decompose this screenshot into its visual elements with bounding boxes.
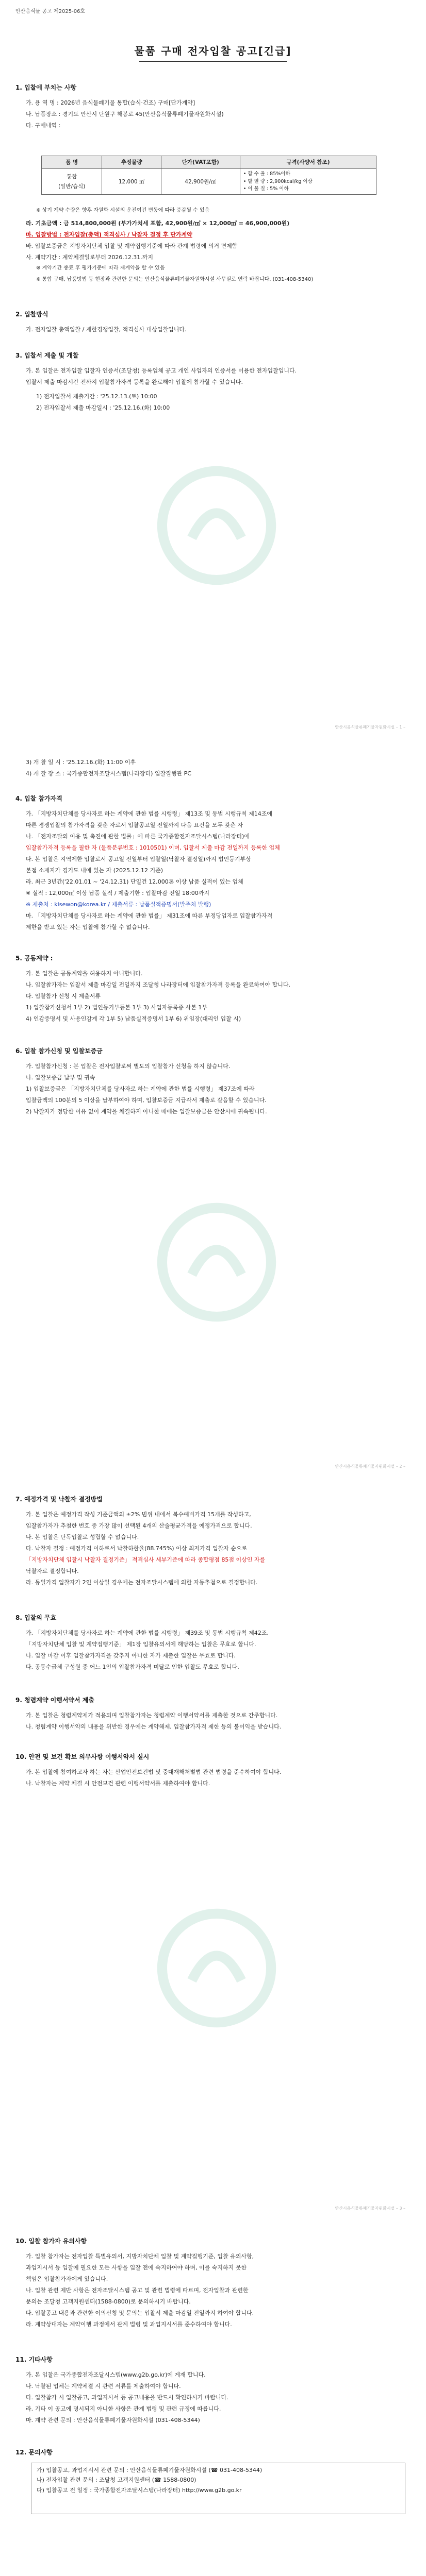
title-underline — [139, 61, 287, 62]
s4-line-1: 가. 「지방자치단체를 당사자로 하는 계약에 관한 법률 시행령」 제13조 및 동법 시행규칙 제14조에 — [26, 810, 272, 817]
s7-line-2: 입찰참가자가 추첨한 번호 중 가장 많이 선택된 4개의 산술평균가격을 예정가격으로 합니다. — [26, 1522, 252, 1529]
s11-line-6: 다. 입찰공고 내용과 관련한 이의신청 및 문의는 입찰서 제출 마감일 전일까지 하여야 합니다. — [26, 2310, 254, 2316]
s5-line-5: 4) 인감증명서 및 사용인감계 각 1부 5) 납품실적증명서 1부 6) 위임장(대리인 입찰 시) — [26, 1015, 241, 1022]
s1-base-amount: 라. 기초금액 : 금 514,800,000원 (부가가치세 포함, 42,900원/㎥ × 12,000㎥ = 46,900,000원) — [26, 220, 290, 227]
s3-line-2: 입찰서 제출 마감시간 전까지 입찰참가자격 등록을 완료해야 입찰에 참가할 수 있습니다. — [26, 379, 243, 385]
s6-line-4: 입찰금액의 100분의 5 이상을 납부하여야 하며, 입찰보증금 지급각서 제출로 갈음할 수 있습니다. — [26, 1097, 267, 1104]
document-number: 안산음식물 공고 제2025-06호 — [15, 9, 86, 14]
s1-note-contact: ※ 통합 구매, 납품방법 등 현장과 관련한 문의는 안산음식물류폐기물자원화시설 사무실로 연락 바랍니다. (031-408-5340) — [36, 277, 314, 282]
s1-bid-bond: 바. 입찰보증금은 지방자치단체 입찰 및 계약집행기준에 따라 관계 법령에 의거 면제함 — [26, 243, 238, 249]
s1-contract-period: 사. 계약기간 : 계약체결일로부터 2026.12.31.까지 — [26, 254, 154, 261]
spec-head-quantity: 추정물량 — [102, 156, 161, 169]
section-10-heading: 10. 안전 및 보건 확보 의무사항 이행서약서 실시 — [15, 1753, 150, 1760]
spec-cell-item: 통합 (일반/습식) — [42, 169, 102, 195]
s10-line-1: 가. 본 입찰에 참여하고자 하는 자는 산업안전보건법 및 중대재해처벌법 관련 법령을 준수하여야 합니다. — [26, 1769, 282, 1775]
s11-line-1: 가. 입찰 참가자는 전자입찰 특별유의서, 지방자치단체 입찰 및 계약집행기준, 입찰 유의사항, — [26, 2253, 254, 2260]
s4-line-2: 따른 경쟁입찰의 참가자격을 갖춘 자로서 입찰공고일 전일까지 다음 요건을 모두 갖춘 자 — [26, 822, 243, 828]
s8-line-2: 「지방자치단체 입찰 및 계약집행기준」 제1장 입찰유의서에 해당하는 입찰은 무효로 합니다. — [26, 1641, 256, 1648]
s2-bid-type: 가. 전자입찰 총액입찰 / 제한경쟁입찰, 적격심사 대상입찰입니다. — [26, 326, 187, 333]
s8-line-3: 나. 입찰 마감 이후 입찰참가자격을 갖추지 아니한 자가 제출한 입찰은 무효로 합니다. — [26, 1652, 236, 1659]
section-5-heading: 5. 공동계약 : — [15, 955, 53, 962]
contact-line-2: 나) 전자입찰 관련 문의 : 조달청 고객지원센터 (☎ 1588-0800) — [37, 2477, 196, 2484]
s12-line-5: 마. 계약 관련 문의 : 안산음식물류폐기물자원화시설 (031-408-5344) — [26, 2417, 200, 2424]
s7-line-3: 나. 본 입찰은 단독입찰로 성립할 수 없습니다. — [26, 1534, 139, 1540]
section-3-heading: 3. 입찰서 제출 및 개찰 — [15, 352, 79, 359]
s12-line-3: 다. 입찰참가 시 입찰공고, 과업지시서 등 공고내용을 반드시 확인하시기 바랍니다. — [26, 2394, 228, 2401]
s4-line-8: ※ 실적 : 12,000㎥ 이상 납품 실적 / 제출기한 : 입찰마감 전일 18:00까지 — [26, 890, 210, 896]
s7-line-1: 가. 본 입찰은 예정가격 작성 기준금액의 ±2% 범위 내에서 복수예비가격 15개를 작성하고, — [26, 1511, 251, 1518]
s4-line-7: 라. 최근 3년간('22.01.01 ~ '24.12.31) 단일건 12,000톤 이상 납품 실적이 있는 업체 — [26, 878, 243, 885]
s7-line-6: 낙찰자로 결정합니다. — [26, 1568, 79, 1574]
s1-delivery-place: 나. 납품장소 : 경기도 안산시 단원구 해봉로 45(안산음식물류폐기물자원화시설) — [26, 111, 224, 117]
s3-opening-time: 3) 개 찰 일 시 : '25.12.16.(화) 11:00 이후 — [26, 759, 136, 766]
section-2-heading: 2. 입찰방식 — [15, 311, 48, 318]
s3-submit-start: 1) 전자입찰서 제출기간 : '25.12.13.(토) 10:00 — [36, 393, 157, 400]
section-8-heading: 8. 입찰의 무효 — [15, 1614, 57, 1621]
contact-box — [31, 2463, 405, 2514]
spec-head-spec: 규격(사양서 참조) — [240, 156, 376, 169]
s4-line-9: ※ 제출처 : kisewon@korea.kr / 제출서류 : 납품실적증명서(발주처 발행) — [26, 901, 211, 908]
s10-line-2: 나. 낙찰자는 계약 체결 시 안전보건 관련 이행서약서를 제출하여야 합니다. — [26, 1780, 210, 1787]
s9-line-1: 가. 본 입찰은 청렴계약제가 적용되며 입찰참가자는 청렴계약 이행서약서를 제출한 것으로 간주합니다. — [26, 1712, 278, 1719]
s11-line-2: 과업지시서 등 입찰에 필요한 모든 사항을 입찰 전에 숙지하여야 하며, 이를 숙지하지 못한 — [26, 2264, 247, 2271]
watermark-logo — [155, 464, 278, 587]
s12-line-4: 라. 기타 이 공고에 명시되지 아니한 사항은 관계 법령 및 관련 규정에 따릅니다. — [26, 2405, 221, 2412]
s11-line-3: 책임은 입찰참가자에게 있습니다. — [26, 2276, 108, 2282]
section-7-heading: 7. 예정가격 및 낙찰자 결정방법 — [15, 1496, 103, 1503]
watermark-logo — [155, 1200, 278, 1324]
s1-purchase-details: 다. 구매내역 : — [26, 122, 61, 129]
contact-line-1: 가) 입찰공고, 과업지시서 관련 문의 : 안산음식물류폐기물자원화시설 (☎ 031-408-5344) — [37, 2467, 263, 2473]
s4-line-11: 제한을 받고 있는 자는 입찰에 참가할 수 없습니다. — [26, 924, 150, 930]
s12-line-1: 가. 본 입찰은 국가종합전자조달시스템(www.g2b.go.kr)에 게재 합니다. — [26, 2371, 206, 2378]
section-11-heading: 10. 입찰 참가자 유의사항 — [15, 2238, 87, 2245]
s11-line-7: 라. 계약상대자는 계약이행 과정에서 관계 법령 및 과업지시서를 준수하여야 합니다. — [26, 2321, 232, 2328]
s4-line-4: 입찰참가자격 등록을 필한 자 (물품분류번호 : 1010501) 이며, 입찰서 제출 마감 전일까지 등록한 업체 — [26, 844, 280, 851]
page-footer-3: 안산시음식물류폐기물자원화시설 – 3 – — [335, 2206, 405, 2211]
section-6-heading: 6. 입찰 참가신청 및 입찰보증금 — [15, 1047, 103, 1055]
s8-line-1: 가. 「지방자치단체를 당사자로 하는 계약에 관한 법률 시행령」 제39조 및 동법 시행규칙 제42조, — [26, 1630, 269, 1636]
s12-line-2: 나. 낙찰된 업체는 계약체결 시 관련 서류를 제출하여야 합니다. — [26, 2383, 181, 2389]
s6-line-2: 나. 입찰보증금 납부 및 귀속 — [26, 1074, 95, 1081]
s6-line-1: 가. 입찰참가신청 : 본 입찰은 전자입찰로써 별도의 입찰참가 신청을 하지 않습니다. — [26, 1063, 231, 1070]
s7-line-5: 「지방자치단체 입찰시 낙찰자 결정기준」 적격심사 세부기준에 따라 종합평점 85점 이상인 자를 — [26, 1556, 266, 1563]
s5-line-1: 가. 본 입찰은 공동계약을 허용하지 아니합니다. — [26, 970, 143, 977]
s1-note-renewal: ※ 계약기간 종료 후 평가기준에 따라 재계약을 할 수 있음 — [36, 265, 165, 271]
section-12-heading: 11. 기타사항 — [15, 2356, 53, 2363]
spec-head-unit-price: 단가(VAT포함) — [161, 156, 240, 169]
purchase-spec-table — [41, 156, 376, 195]
spec-cell-spec: • 함 수 율 : 85%이하 • 발 열 량 : 2,900kcal/kg 이상 • 이 물 질 : 5% 이하 — [240, 169, 376, 195]
spec-cell-unit-price: 42,900원/㎥ — [161, 169, 240, 195]
spec-cell-quantity: 12,000 ㎥ — [102, 169, 161, 195]
spec-head-item: 품 명 — [42, 156, 102, 169]
s4-line-10: 마. 「지방자치단체를 당사자로 하는 계약에 관한 법률」 제31조에 따른 부정당업자로 입찰참가자격 — [26, 912, 273, 919]
s9-line-2: 나. 청렴계약 이행서약의 내용을 위반한 경우에는 계약해제, 입찰참가자격 제한 등의 불이익을 받습니다. — [26, 1723, 282, 1730]
s8-line-4: 다. 공동수급체 구성원 중 어느 1인의 입찰참가자격 미달로 인한 입찰도 무효로 합니다. — [26, 1664, 239, 1670]
s5-line-4: 1) 입찰참가신청서 1부 2) 법인등기부등본 1부 3) 사업자등록증 사본 1부 — [26, 1004, 207, 1011]
s3-line-1: 가. 본 입찰은 전자입찰 입찰자 인증서(조달청) 등록업체 공고 개인 사업자의 인증서를 이용한 전자입찰입니다. — [26, 367, 297, 374]
page-title: 물품 구매 전자입찰 공고[긴급] — [134, 45, 292, 57]
s3-opening-place: 4) 개 찰 장 소 : 국가종합전자조달시스템(나라장터) 입찰집행관 PC — [26, 770, 191, 777]
s5-line-3: 다. 입찰참가 신청 시 제출서류 — [26, 993, 101, 999]
s11-line-5: 문의는 조달청 고객지원센터(1588-0800)로 문의하시기 바랍니다. — [26, 2298, 191, 2305]
s11-line-4: 나. 입찰 관련 제반 사항은 전자조달시스템 공고 및 관련 법령에 따르며, 전자입찰과 관련한 — [26, 2287, 249, 2294]
s7-line-4: 다. 낙찰자 결정 : 예정가격 이하로서 낙찰하한율(88.745%) 이상 최저가격 입찰자 순으로 — [26, 1545, 248, 1552]
section-13-heading: 12. 문의사항 — [15, 2449, 53, 2456]
page-footer-1: 안산시음식물류폐기물자원화시설 – 1 – — [335, 725, 405, 730]
s1-note-quantity: ※ 상기 계약 수량은 향후 자원화 시설의 운전여건 변동에 따라 증감될 수 있음 — [36, 208, 210, 213]
page-footer-2: 안산시음식물류폐기물자원화시설 – 2 – — [335, 1464, 405, 1469]
s7-line-7: 라. 동일가격 입찰자가 2인 이상일 경우에는 전자조달시스템에 의한 자동추첨으로 결정합니다. — [26, 1579, 258, 1586]
s3-submit-deadline: 2) 전자입찰서 제출 마감일시 : '25.12.16.(화) 10:00 — [36, 404, 170, 411]
s4-line-6: 본점 소재지가 경기도 내에 있는 자 (2025.12.12 기준) — [26, 867, 163, 874]
s5-line-2: 나. 입찰참가자는 입찰서 제출 마감일 전일까지 조달청 나라장터에 입찰참가자격 등록을 완료하여야 합니다. — [26, 981, 290, 988]
s6-line-3: 1) 입찰보증금은 「지방자치단체를 당사자로 하는 계약에 관한 법률 시행령」 제37조에 따라 — [26, 1086, 255, 1092]
section-9-heading: 9. 청렴계약 이행서약서 제출 — [15, 1697, 94, 1704]
s1-bid-method: 마. 입찰방법 : 전자입찰(총액) 적격심사 / 낙찰자 결정 후 단가계약 — [26, 231, 192, 238]
s1-project-name: 가. 용 역 명 : 2026년 음식물폐기물 통합(습식·건조) 구매[단가계약] — [26, 99, 195, 106]
watermark-logo — [155, 1906, 278, 2030]
section-4-heading: 4. 입찰 참가자격 — [15, 795, 62, 802]
section-1-heading: 1. 입찰에 부치는 사항 — [15, 84, 77, 91]
s4-line-3: 나. 「전자조달의 이용 및 촉진에 관한 법률」에 따른 국가종합전자조달시스템(나라장터)에 — [26, 833, 250, 840]
contact-line-3: 다) 입찰공고 전 일정 : 국가종합전자조달시스템(나라장터) http://www.g2b.go.kr — [37, 2486, 242, 2494]
s4-line-5: 다. 본 입찰은 지역제한 입찰로서 공고일 전일부터 입찰일(낙찰자 결정일)까지 법인등기부상 — [26, 856, 251, 862]
s6-line-5: 2) 낙찰자가 정당한 이유 없이 계약을 체결하지 아니한 때에는 입찰보증금은 안산시에 귀속됩니다. — [26, 1108, 267, 1115]
